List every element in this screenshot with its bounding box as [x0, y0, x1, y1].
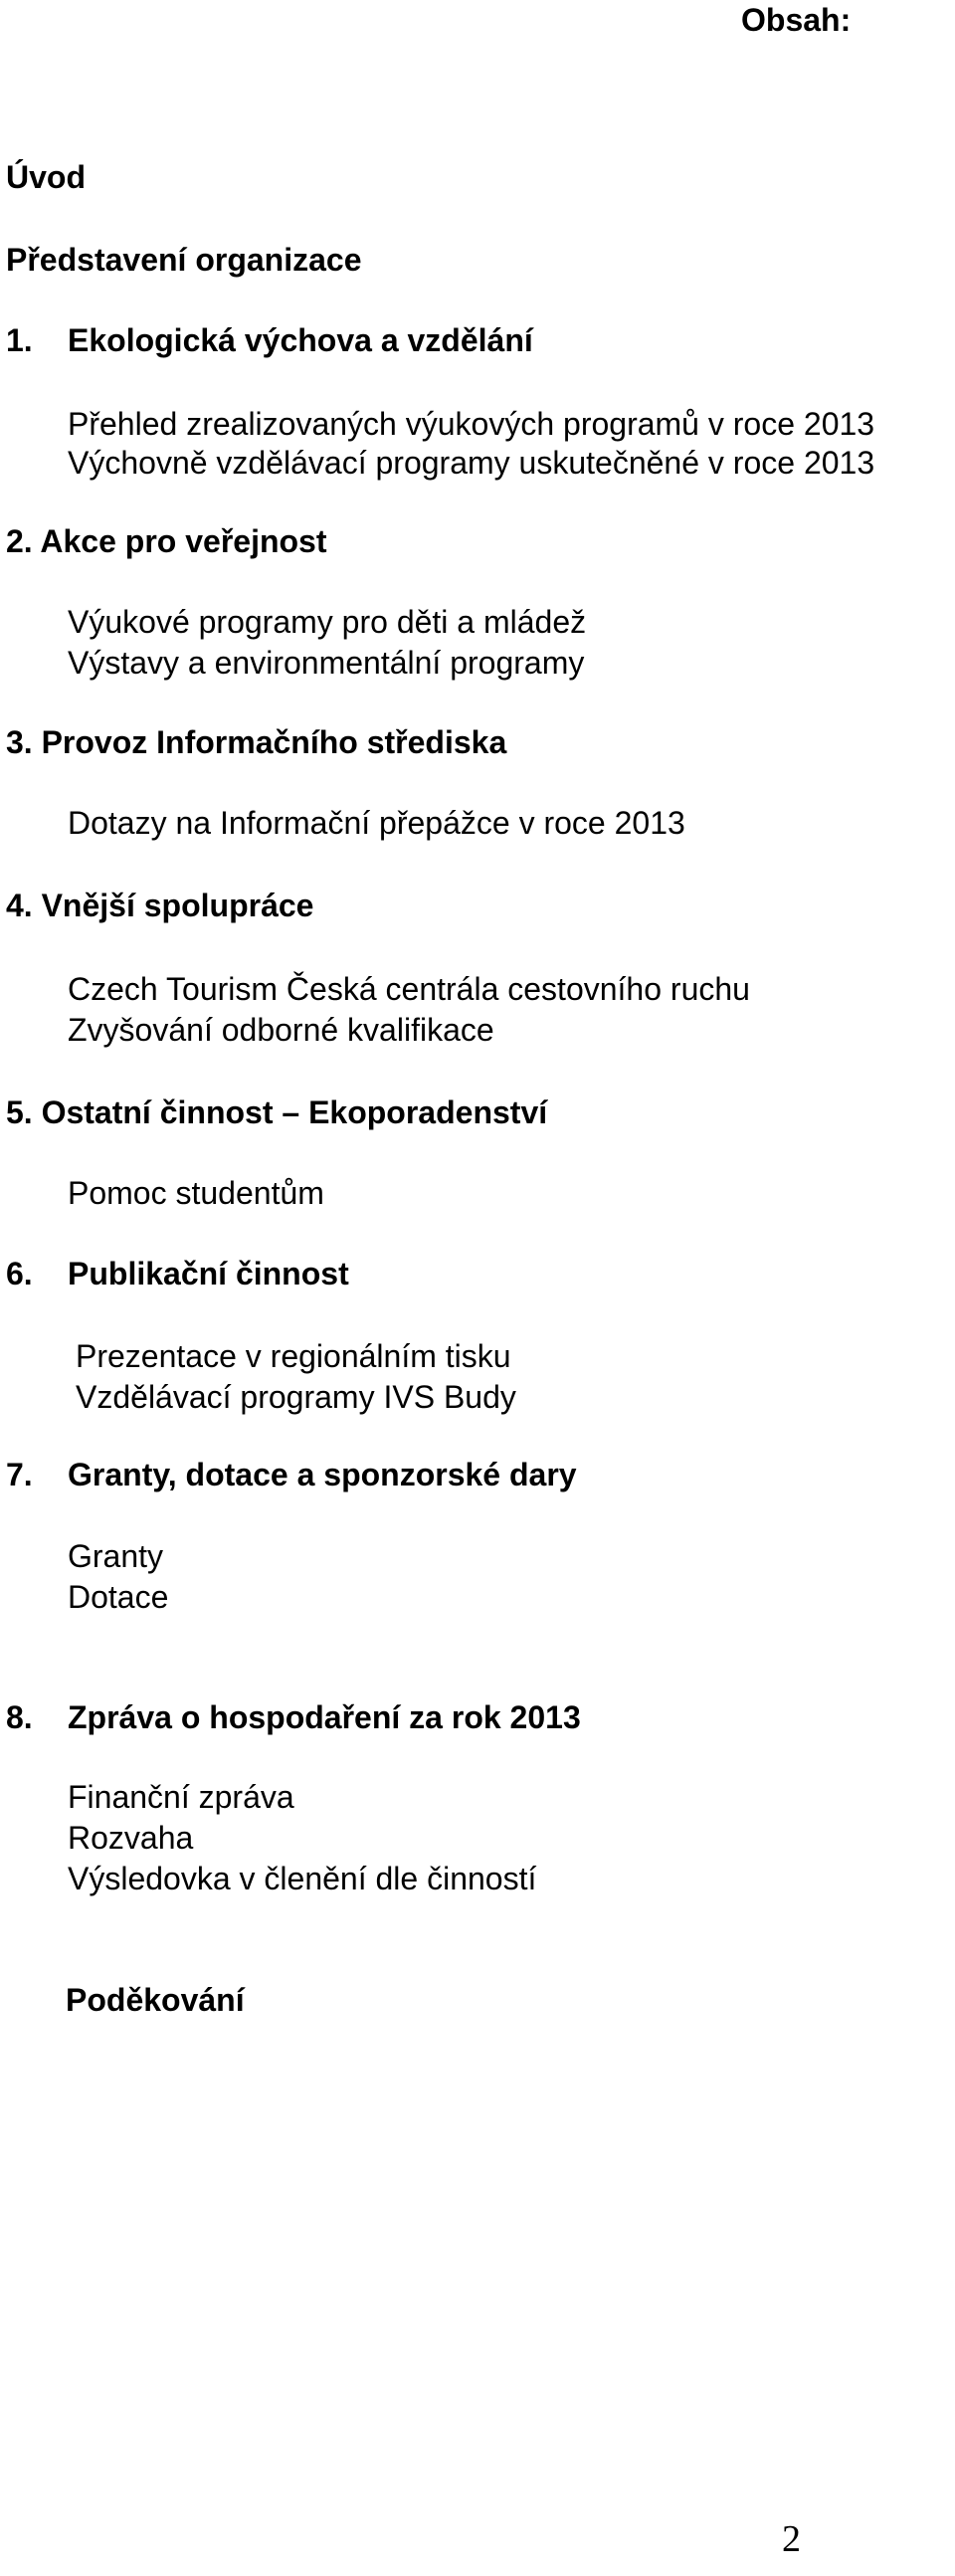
- toc-entry-organization: Představení organizace: [6, 242, 362, 278]
- toc-section-title: Zpráva o hospodaření za rok 2013: [68, 1699, 581, 1735]
- toc-entry-intro: Úvod: [6, 159, 86, 195]
- toc-entry-thanks: Poděkování: [66, 1982, 245, 2018]
- toc-section-number: 8.: [6, 1699, 33, 1735]
- toc-subitem: Czech Tourism Česká centrála cestovního ruchu: [68, 971, 750, 1007]
- toc-subitem: Dotazy na Informační přepážce v roce 2013: [68, 805, 685, 841]
- toc-section-title: Granty, dotace a sponzorské dary: [68, 1457, 577, 1492]
- toc-section-title: 4. Vnější spolupráce: [6, 888, 314, 923]
- toc-subitem: Výchovně vzdělávací programy uskutečněné v roce 2013: [68, 445, 875, 481]
- toc-section-title: Ekologická výchova a vzdělání: [68, 322, 533, 358]
- toc-section-title: 3. Provoz Informačního střediska: [6, 724, 507, 760]
- toc-subitem: Výukové programy pro děti a mládež: [68, 604, 587, 640]
- toc-subitem: Vzdělávací programy IVS Budy: [76, 1379, 516, 1415]
- toc-section-number: 7.: [6, 1457, 33, 1492]
- toc-section-title: 2. Akce pro veřejnost: [6, 523, 327, 559]
- page-number: 2: [782, 2518, 801, 2560]
- toc-section-title: 5. Ostatní činnost – Ekoporadenství: [6, 1094, 548, 1130]
- toc-subitem: Výstavy a environmentální programy: [68, 645, 585, 681]
- toc-heading: Obsah:: [741, 2, 852, 38]
- toc-subitem: Finanční zpráva: [68, 1779, 294, 1815]
- toc-subitem: Dotace: [68, 1579, 169, 1615]
- toc-section-number: 1.: [6, 322, 33, 358]
- toc-subitem: Prezentace v regionálním tisku: [76, 1338, 511, 1374]
- toc-subitem: Pomoc studentům: [68, 1175, 324, 1211]
- toc-section-number: 6.: [6, 1256, 33, 1291]
- toc-subitem: Granty: [68, 1538, 164, 1574]
- toc-subitem: Přehled zrealizovaných výukových programů v roce 2013: [68, 406, 875, 442]
- toc-section-title: Publikační činnost: [68, 1256, 349, 1291]
- toc-subitem: Rozvaha: [68, 1820, 194, 1856]
- toc-subitem: Výsledovka v členění dle činností: [68, 1861, 537, 1896]
- toc-subitem: Zvyšování odborné kvalifikace: [68, 1012, 494, 1048]
